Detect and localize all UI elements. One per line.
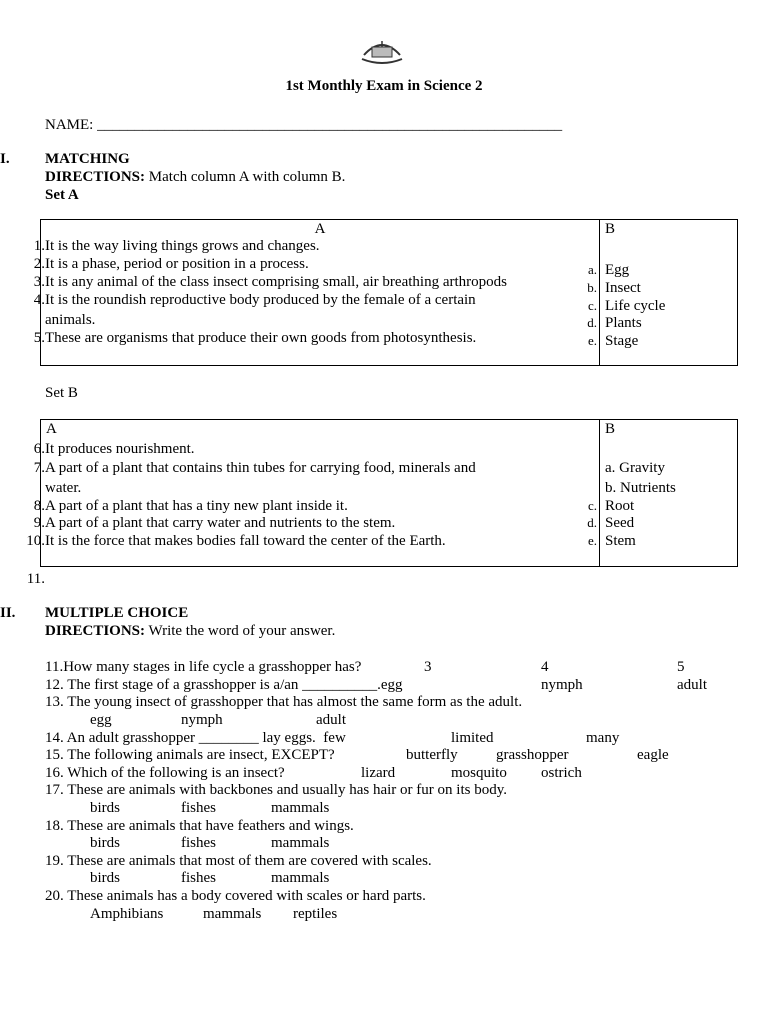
q18-opt-1: birds	[90, 835, 120, 851]
q17-opt-2: fishes	[181, 800, 216, 816]
set-a-label: Set A	[45, 187, 79, 203]
section2-directions	[45, 622, 335, 640]
set-a-num-4: 4.	[33, 292, 45, 308]
set-b-choice-a: a. Gravity	[605, 460, 665, 476]
set-a-header-b: B	[605, 221, 616, 237]
set-b-label: Set B	[45, 385, 78, 401]
name-row	[45, 116, 562, 134]
set-a-choice-e: Stage	[605, 333, 639, 349]
q20-opt-3: reptiles	[293, 906, 338, 922]
q17-text: 17. These are animals with backbones and usually has hair or fur on its body.	[45, 782, 507, 798]
q20-text: 20. These animals has a body covered with scales or hard parts.	[45, 888, 426, 904]
q12-text: 12. The first stage of a grasshopper is a/an __________.egg	[45, 677, 403, 693]
q20-opt-1: Amphibians	[90, 906, 164, 922]
set-a-num-1: 1.	[33, 238, 45, 254]
set-b-header-a: A	[46, 421, 57, 437]
set-b-item-7-cont: water.	[45, 480, 82, 496]
directions-text: Match column A with column B.	[145, 169, 346, 185]
set-a-item-1: It is the way living things grows and changes.	[45, 238, 320, 254]
set-b-choice-d: Seed	[605, 515, 635, 531]
directions-label: DIRECTIONS:	[45, 169, 146, 185]
set-b-num-10: 10.	[26, 533, 45, 549]
q13-text: 13. The young insect of grasshopper that has almost the same form as the adult.	[45, 694, 523, 710]
q15-text: 15. The following animals are insect, EXCEPT?	[45, 747, 335, 763]
set-b-num-7: 7.	[33, 460, 45, 476]
section1-heading: MATCHING	[45, 151, 130, 167]
q14-opt-3: many	[586, 730, 620, 746]
q17-opt-1: birds	[90, 800, 120, 816]
q11-opt-2: 4	[541, 659, 549, 675]
q13-opt-3: adult	[316, 712, 346, 728]
q19-opt-2: fishes	[181, 870, 216, 886]
q13-opt-2: nymph	[181, 712, 223, 728]
q18-opt-3: mammals	[271, 835, 330, 851]
set-b-header-b: B	[605, 421, 616, 437]
set-a-choice-d: Plants	[605, 315, 642, 331]
set-b-choice-e: Stem	[605, 533, 636, 549]
name-label: NAME:	[45, 117, 98, 133]
q13-opt-1: egg	[90, 712, 112, 728]
set-b-item-6: It produces nourishment.	[45, 441, 195, 457]
trailing-number: 11.	[26, 571, 45, 587]
set-a-header-a: A	[314, 221, 326, 237]
set-a-choice-a: Egg	[605, 262, 630, 278]
set-a-letter-e: e.	[587, 333, 597, 348]
q18-opt-2: fishes	[181, 835, 216, 851]
set-a-item-3: It is any animal of the class insect comprising small, air breathing arthropods	[45, 274, 507, 290]
section1-directions	[45, 168, 345, 186]
set-b-num-9: 9.	[33, 515, 45, 531]
set-b-letter-c: c.	[587, 498, 597, 513]
set-b-item-8: A part of a plant that has a tiny new plant inside it.	[45, 498, 348, 514]
q14-opt-2: limited	[451, 730, 494, 746]
set-b-letter-d: d.	[587, 515, 597, 530]
q18-text: 18. These are animals that have feathers and wings.	[45, 818, 354, 834]
q11-opt-3: 5	[677, 659, 685, 675]
q20-opt-2: mammals	[203, 906, 262, 922]
directions-label-2: DIRECTIONS:	[45, 623, 146, 639]
set-b-item-7: A part of a plant that contains thin tubes for carrying food, minerals and	[45, 460, 476, 476]
exam-title: 1st Monthly Exam in Science 2	[285, 78, 483, 94]
set-a-num-3: 3.	[33, 274, 45, 290]
set-a-item-4-cont: animals.	[45, 312, 96, 328]
set-a-num-5: 5.	[33, 330, 45, 346]
set-a-choice-b: Insect	[605, 280, 641, 296]
set-a-item-2: It is a phase, period or position in a process.	[45, 256, 309, 272]
set-b-num-6: 6.	[33, 441, 45, 457]
set-b-item-10: It is the force that makes bodies fall toward the center of the Earth.	[45, 533, 446, 549]
q19-opt-1: birds	[90, 870, 120, 886]
set-b-choice-c: Root	[605, 498, 635, 514]
set-a-letter-c: c.	[587, 298, 597, 313]
q19-text: 19. These are animals that most of them are covered with scales.	[45, 853, 432, 869]
q17-opt-3: mammals	[271, 800, 330, 816]
set-b-letter-e: e.	[587, 533, 597, 548]
set-b-item-9: A part of a plant that carry water and nutrients to the stem.	[45, 515, 396, 531]
set-a-letter-b: b.	[587, 280, 597, 295]
q16-text: 16. Which of the following is an insect?	[45, 765, 285, 781]
q19-opt-3: mammals	[271, 870, 330, 886]
set-a-choice-c: Life cycle	[605, 298, 666, 314]
q16-opt-1: lizard	[361, 765, 396, 781]
q11-opt-1: 3	[424, 659, 432, 675]
q16-opt-3: ostrich	[541, 765, 582, 781]
name-blank: ______________________________________________________________	[97, 117, 563, 133]
set-b-choice-b: b. Nutrients	[605, 480, 676, 496]
q12-opt-2: nymph	[541, 677, 583, 693]
set-a-letter-a: a.	[587, 262, 597, 277]
q15-opt-2: grasshopper	[496, 747, 569, 763]
q16-opt-2: mosquito	[451, 765, 507, 781]
section2-numeral: II.	[0, 605, 16, 621]
q15-opt-3: eagle	[637, 747, 669, 763]
q15-opt-1: butterfly	[406, 747, 458, 763]
q11-text: 11.How many stages in life cycle a grasshopper has?	[45, 659, 362, 675]
section1-numeral: I.	[0, 151, 10, 167]
set-a-num-2: 2.	[33, 256, 45, 272]
set-a-letter-d: d.	[587, 315, 597, 330]
school-logo	[358, 37, 406, 65]
set-b-num-8: 8.	[33, 498, 45, 514]
set-a-item-5: These are organisms that produce their own goods from photosynthesis.	[45, 330, 477, 346]
directions-text-2: Write the word of your answer.	[145, 623, 336, 639]
q14-text: 14. An adult grasshopper ________ lay eggs. few	[45, 730, 346, 746]
q12-opt-3: adult	[677, 677, 707, 693]
set-a-item-4: It is the roundish reproductive body produced by the female of a certain	[45, 292, 476, 308]
section2-heading: MULTIPLE CHOICE	[45, 605, 189, 621]
